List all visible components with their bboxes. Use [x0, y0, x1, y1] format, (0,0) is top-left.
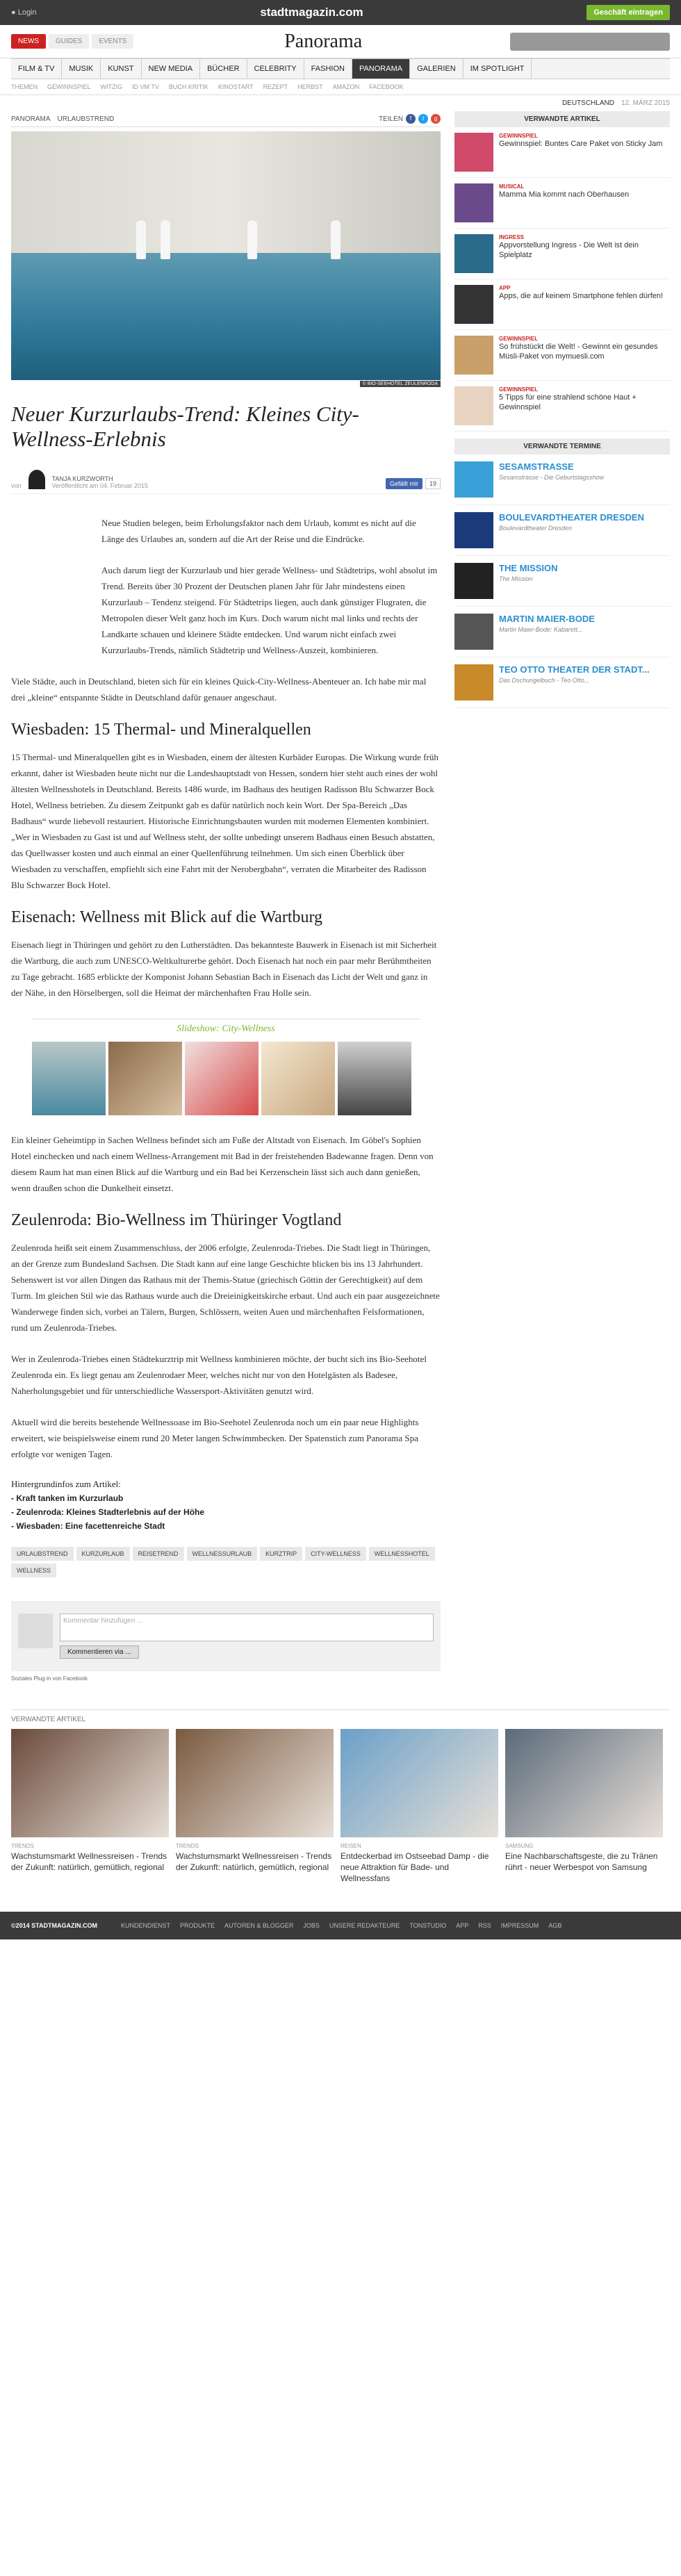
related-article[interactable]	[454, 279, 670, 330]
nav-celebrity[interactable]: CELEBRITY	[247, 59, 304, 79]
related-card[interactable]	[176, 1729, 334, 1884]
publish-date: Veröffentlicht am 04. Februar 2015	[51, 482, 148, 489]
related-card-title[interactable]: Eine Nachbarschaftsgeste, die zu Tränen rührt - neuer Werbespot von Samsung	[505, 1851, 658, 1872]
related-card-category: REISEN	[340, 1843, 361, 1849]
related-article-kicker: MUSICAL	[499, 183, 525, 190]
paragraph: Neue Studien belegen, beim Erholungsfaktor nach dem Urlaub, kommt es nicht auf die Länge des Urlaubes an, sondern auf die Art der Reise und die Eindrücke.	[101, 518, 416, 544]
tab-events[interactable]: EVENTS	[92, 34, 133, 49]
slideshow-thumb[interactable]	[185, 1042, 259, 1115]
related-event-subtitle: Das Dschungelbuch - Teo Otto...	[499, 677, 590, 684]
breadcrumb-urlaubstrend[interactable]: URLAUBSTREND	[57, 115, 115, 123]
paragraph: Wer in Zeulenroda-Triebes einen Städtekurztrip mit Wellness kombinieren möchte, der bucht sich ins Bio-Seehotel Zeulenroda ein. Es liegt genau am Zeulenrodaer Meer, welches nicht nur von den Hotelgästen als Badesee, Naherholungsgebiet und für unterschiedliche Wassersport-Aktivitäten genutzt wird.	[11, 1354, 427, 1396]
subnav-item[interactable]: AMAZON	[332, 83, 360, 90]
by-label: von	[11, 482, 22, 489]
subheading-eisenach: Eisenach: Wellness mit Blick auf die Wartburg	[11, 908, 323, 926]
related-article-text	[499, 234, 670, 273]
related-article-title[interactable]: Gewinnspiel: Buntes Care Paket von Sticky Jam	[499, 140, 663, 148]
tag[interactable]: CITY-WELLNESS	[305, 1547, 366, 1561]
related-card[interactable]	[11, 1729, 169, 1884]
related-article-kicker: GEWINNSPIEL	[499, 386, 539, 393]
subnav-item[interactable]: ID VM TV	[132, 83, 159, 90]
related-card-category: TRENDS	[11, 1843, 34, 1849]
footer-link[interactable]: APP	[456, 1922, 469, 1929]
related-article-text	[499, 133, 662, 172]
related-article-thumb[interactable]	[454, 285, 493, 324]
subheading-wiesbaden: Wiesbaden: 15 Thermal- und Mineralquellen	[11, 721, 311, 739]
footer-link[interactable]: AUTOREN & BLOGGER	[224, 1922, 294, 1929]
nav-spotlight[interactable]: IM SPOTLIGHT	[463, 59, 532, 79]
facebook-plugin-note: Soziales Plug-in von Facebook	[11, 1675, 88, 1682]
subnav-item[interactable]: KINOSTART	[218, 83, 254, 90]
background-link[interactable]: - Zeulenroda: Kleines Stadterlebnis auf der Höhe	[11, 1507, 205, 1517]
nav-fashion[interactable]: FASHION	[304, 59, 352, 79]
main-nav	[11, 58, 670, 79]
related-event-text	[499, 563, 558, 599]
tab-news[interactable]: NEWS	[11, 34, 46, 49]
subnav-item[interactable]: REZEPT	[263, 83, 288, 90]
facebook-icon[interactable]: f	[406, 114, 416, 124]
related-event-thumb[interactable]	[454, 512, 493, 548]
hero-person	[331, 220, 340, 259]
related-article-title[interactable]: Appvorstellung Ingress - Die Welt ist dein Spielplatz	[499, 241, 639, 259]
related-card-image[interactable]	[505, 1729, 663, 1837]
sub-nav	[0, 79, 681, 95]
related-card-title[interactable]: Wachstumsmarkt Wellnessreisen - Trends der Zukunft: natürlich, gemütlich, regional	[11, 1851, 167, 1872]
comment-submit-button[interactable]: Kommentieren via ...	[60, 1646, 139, 1659]
related-card-category: SAMSUNG	[505, 1843, 534, 1849]
related-card-category: TRENDS	[176, 1843, 199, 1849]
footer-link[interactable]: KUNDENDIENST	[120, 1922, 170, 1929]
footer-link[interactable]: RSS	[478, 1922, 491, 1929]
google-plus-icon[interactable]: g	[431, 114, 441, 124]
related-article[interactable]	[454, 229, 670, 279]
related-event[interactable]	[454, 607, 670, 657]
related-article-text	[499, 336, 670, 375]
related-event-text	[499, 461, 604, 498]
tab-guides[interactable]: GUIDES	[49, 34, 89, 49]
comment-input[interactable]: Kommentar hinzufügen ...	[60, 1614, 434, 1641]
author-name[interactable]: TANJA KURZWORTH	[51, 475, 113, 482]
background-info	[11, 1477, 441, 1533]
related-articles-heading: VERWANDTE ARTIKEL	[454, 111, 670, 127]
paragraph: Auch darum liegt der Kurzurlaub und hier gerade Wellness- und Städtetrips, wohl absolut im Trend. Bereits über 30 Prozent der Deutschen planen Jahr für Jahr mindestens einen Kurzurlaub – Tendenz steigend. Für Städtetrips liegen, auch dank günstiger Flugraten, die Metropolen dieser Welt ganz hoch im Kurs. Doch warum nicht mal links und rechts der Landkarte schauen und kleinere Städte entdecken. Und warum nicht einfach zwei Kurzurlaubs-Trends, nämlich Städtetrip und Wellness-Auszeit, kombinieren.	[101, 565, 438, 655]
related-article-text	[499, 285, 663, 324]
dateline	[0, 95, 681, 111]
register-business-button[interactable]: Geschäft eintragen	[586, 5, 670, 20]
related-article-kicker: INGRESS	[499, 234, 525, 240]
related-article-text	[499, 386, 670, 425]
hero-pool	[11, 253, 441, 380]
hero-person	[247, 220, 257, 259]
nav-panorama[interactable]: PANORAMA	[352, 59, 410, 79]
slideshow-thumb[interactable]	[261, 1042, 335, 1115]
related-article-thumb[interactable]	[454, 183, 493, 222]
footer-link[interactable]: PRODUKTE	[180, 1922, 215, 1929]
article-body	[11, 515, 441, 1533]
nav-galerien[interactable]: GALERIEN	[410, 59, 463, 79]
nav-film-tv[interactable]: FILM & TV	[11, 59, 62, 79]
share-label: TEILEN	[378, 115, 403, 123]
related-event-thumb[interactable]	[454, 563, 493, 599]
slideshow-thumb[interactable]	[108, 1042, 182, 1115]
commenter-avatar	[18, 1614, 53, 1648]
related-article-kicker: APP	[499, 285, 511, 291]
sidebar	[454, 111, 670, 1682]
related-event-title[interactable]: TEO OTTO THEATER DER STADT...	[499, 664, 650, 675]
related-card-image[interactable]	[340, 1729, 498, 1837]
related-event-title[interactable]: MARTIN MAIER-BODE	[499, 614, 595, 624]
related-card-image[interactable]	[11, 1729, 169, 1837]
footer-link[interactable]: JOBS	[303, 1922, 320, 1929]
subnav-item[interactable]: WITZIG	[100, 83, 123, 90]
paragraph: Viele Städte, auch in Deutschland, bieten sich für ein kleines Quick-City-Wellness-Abenteuer an. Ich habe mir mal drei „kleine“ entspannte Städte in Deutschland dafür genauer angeschaut.	[11, 676, 427, 703]
country-label: DEUTSCHLAND	[561, 99, 614, 107]
background-link[interactable]: - Kraft tanken im Kurzurlaub	[11, 1493, 124, 1503]
like-count: 19	[425, 478, 441, 489]
tag[interactable]: REISETREND	[133, 1547, 184, 1561]
related-article-text	[499, 183, 629, 222]
related-card[interactable]	[340, 1729, 498, 1884]
section-title: Panorama	[284, 30, 363, 52]
related-event-subtitle: Sesamstrasse - Die Geburtstagsshow	[499, 474, 605, 481]
related-event-subtitle: The Mission	[499, 575, 533, 582]
related-article-title[interactable]: So frühstückt die Welt! - Gewinnt ein gesundes Müsli-Paket von mymuesli.com	[499, 343, 658, 361]
related-event-title[interactable]: SESAMSTRASSE	[499, 461, 574, 472]
related-article[interactable]	[454, 381, 670, 432]
paragraph: Eisenach liegt in Thüringen und gehört zu den Lutherstädten. Das bekannteste Bauwerk in Eisenach ist mit Sicherheit die Wartburg, die auch zum UNESCO-Weltkulturerbe gehört. Doch Eisenach hat noch ein paar mehr Berühmtheiten zu Tage gebracht. 1685 erblickte der Komponist Johann Sebastian Bach in Eisenach das Licht der Welt und ganz in der Nähe, in den Hörselbergen, soll die Heimat der märchenhaften Frau Holle sein.	[11, 940, 437, 998]
nav-musik[interactable]: MUSIK	[62, 59, 101, 79]
author-avatar	[28, 470, 45, 489]
nav-kunst[interactable]: KUNST	[101, 59, 141, 79]
tag[interactable]: URLAUBSTREND	[11, 1547, 74, 1561]
related-article-title[interactable]: Apps, die auf keinem Smartphone fehlen dürfen!	[499, 292, 664, 300]
like-button[interactable]: Gefällt mir	[386, 478, 422, 489]
related-event-title[interactable]: BOULEVARDTHEATER DRESDEN	[499, 512, 644, 523]
image-credit	[11, 380, 441, 388]
footer-link[interactable]: AGB	[548, 1922, 562, 1929]
related-article[interactable]	[454, 127, 670, 178]
footer	[0, 1912, 681, 1939]
hero-person	[136, 220, 146, 259]
related-event-text	[499, 614, 595, 650]
slideshow	[32, 1019, 420, 1115]
related-event-subtitle: Boulevardtheater Dresden	[499, 525, 573, 532]
comment-box	[11, 1601, 441, 1671]
breadcrumb	[11, 111, 441, 127]
twitter-icon[interactable]: t	[418, 114, 428, 124]
footer-link[interactable]: TONSTUDIO	[409, 1922, 447, 1929]
subnav-item[interactable]: GEWINNSPIEL	[47, 83, 91, 90]
image-credit-text: © BIO-SEEHOTEL ZEULENRODA	[360, 381, 441, 387]
paragraph: Zeulenroda heißt seit einem Zusammenschluss, der 2006 erfolgte, Zeulenroda-Triebes. Die Stadt liegt in Thüringen, an der Grenze zum Bundesland Sachsen. Die Stadt kann auf eine lange Geschichte blicken bis ins 13 Jahrhundert. Sehenswert ist vor allen Dingen das Rathaus mit der Themis-Statue (griechisch Göttin der Gerechtigkeit) auf dem Turm. Im gleichen Stil wie das Rathaus wurde auch die Dreieinigkeitskirche erbaut. Und auch ein paar ausgezeichnete Wanderwege finden sich, vorbei an Tälern, Burgen, Schlössern, weiten Auen und märchenhaften Felsformationen, rund um Zeulenroda-Triebes.	[11, 1242, 440, 1333]
related-card-image[interactable]	[176, 1729, 334, 1837]
like-widget	[386, 478, 441, 489]
related-event-text	[499, 664, 650, 700]
search-input[interactable]	[510, 33, 670, 51]
paragraph: 15 Thermal- und Mineralquellen gibt es in Wiesbaden, einem der ältesten Kurbäder Europas. Die Wirkung wurde früh erkannt, daher ist Wiesbaden heute nicht nur die Landeshauptstadt von Hessen, sondern hier steht auch eines der wohl ältesten Wellnesshotels in Deutschland. Bereits 1486 wurde, im Badhaus des heutigen Radisson Blu Schwarzer Bock Hotel, Wellness betrieben. Zu diesem Zeitpunkt gab es dafür natürlich noch kein Wort. Der Spa-Bereich „Das Badhaus“ wurde liebevoll restauriert. Historische Einrichtungsbauten wurden mit modernen Elementen kombiniert. „Wer in Wiesbaden zu Gast ist und auf Wellness steht, der sollte unbedingt unserem Badhaus einen Besuch abstatten, das Quellwasser kosten und auch einmal an einer Quellenführung teilnehmen. Um sich einen Überblick über Wiesbaden zu verschaffen, empfiehlt sich eine Fahrt mit der Nerobergbahn“, verraten die Mitarbeiter des Radisson Blu Schwarzer Bock Hotel.	[11, 752, 438, 890]
site-logo[interactable]: stadtmagazin.com	[260, 6, 363, 19]
subnav-item: THEMEN	[11, 83, 38, 90]
related-event-thumb[interactable]	[454, 461, 493, 498]
background-info-heading: Hintergrundinfos zum Artikel:	[11, 1479, 121, 1489]
related-article[interactable]	[454, 330, 670, 381]
hero-wall	[11, 131, 441, 256]
bottom-related-heading: VERWANDTE ARTIKEL	[11, 1716, 86, 1723]
background-link[interactable]: - Wiesbaden: Eine facettenreiche Stadt	[11, 1521, 165, 1531]
footer-link[interactable]: IMPRESSUM	[500, 1922, 539, 1929]
related-article-thumb[interactable]	[454, 386, 493, 425]
related-event[interactable]	[454, 454, 670, 505]
related-card[interactable]	[505, 1729, 663, 1884]
footer-link[interactable]: UNSERE REDAKTEURE	[329, 1922, 400, 1929]
author-line	[11, 470, 441, 494]
related-article[interactable]	[454, 178, 670, 229]
related-event[interactable]	[454, 657, 670, 708]
section-header	[0, 25, 681, 58]
related-card-title[interactable]: Wachstumsmarkt Wellnessreisen - Trends der Zukunft: natürlich, gemütlich, regional	[176, 1851, 332, 1872]
related-event-thumb[interactable]	[454, 614, 493, 650]
slideshow-thumb[interactable]	[32, 1042, 106, 1115]
tag[interactable]: WELLNESSHOTEL	[369, 1547, 435, 1561]
hero-person	[161, 220, 170, 259]
article-column	[11, 111, 441, 1682]
share-bar	[379, 114, 441, 124]
tag[interactable]: KURZTRIP	[260, 1547, 302, 1561]
tag[interactable]: WELLNESSURLAUB	[187, 1547, 258, 1561]
tag[interactable]: KURZURLAUB	[76, 1547, 130, 1561]
subnav-item[interactable]: FACEBOOK	[369, 83, 404, 90]
login-label: Login	[17, 8, 37, 17]
related-card-title[interactable]: Entdeckerbad im Ostseebad Damp - die neue Attraktion für Bade- und Wellnessfans	[340, 1851, 489, 1883]
bottom-related	[11, 1709, 670, 1884]
paragraph: Ein kleiner Geheimtipp in Sachen Wellness befindet sich am Fuße der Altstadt von Eisenach. Im Göbel's Sophien Hotel einchecken und nach einem Wellness-Arrangement mit Bad in der freistehenden Badewanne fragen. Denn von diesem Raum hat man einen Blick auf die Wartburg und ein Bad bei Kerzenschein lässt sich auch dann genießen, wenn draußen schon die Dunkelheit einsetzt.	[11, 1135, 434, 1193]
paragraph: Aktuell wird die bereits bestehende Wellnessoase im Bio-Seehotel Zeulenroda noch um ein paar neue Highlights erweitert, wie beispielsweise einem rund 20 Meter langen Schwimmbecken. Der Spatenstich zum Panorama Spa erfolgte vor wenigen Tagen.	[11, 1417, 419, 1459]
top-bar	[0, 0, 681, 25]
subheading-zeulenroda: Zeulenroda: Bio-Wellness im Thüringer Vogtland	[11, 1211, 342, 1229]
related-event[interactable]	[454, 505, 670, 556]
related-article-title[interactable]: 5 Tipps für eine strahlend schöne Haut + Gewinnspiel	[499, 393, 637, 411]
related-event-title[interactable]: THE MISSION	[499, 563, 558, 573]
article-title: Neuer Kurzurlaubs-Trend: Kleines City-Wellness-Erlebnis	[11, 402, 359, 451]
login-link[interactable]: ● Login	[11, 8, 37, 17]
related-article-title[interactable]: Mamma Mia kommt nach Oberhausen	[499, 190, 630, 199]
slideshow-caption: Slideshow: City-Wellness	[32, 1019, 420, 1035]
related-event-text	[499, 512, 644, 548]
related-article-kicker: GEWINNSPIEL	[499, 133, 539, 139]
related-article-thumb[interactable]	[454, 133, 493, 172]
nav-buecher[interactable]: BÜCHER	[200, 59, 247, 79]
hero-image	[11, 131, 441, 380]
subnav-item[interactable]: HERBST	[297, 83, 323, 90]
related-article-thumb[interactable]	[454, 234, 493, 273]
breadcrumb-panorama[interactable]: PANORAMA	[11, 115, 51, 123]
related-event-subtitle: Martin Maier-Bode: Kabarett...	[499, 626, 583, 633]
slideshow-thumb[interactable]	[338, 1042, 411, 1115]
related-article-kicker: GEWINNSPIEL	[499, 336, 539, 342]
nav-new-media[interactable]: NEW MEDIA	[142, 59, 201, 79]
subnav-item[interactable]: BUCH KRITIK	[168, 83, 208, 90]
related-events-heading: VERWANDTE TERMINE	[454, 438, 670, 454]
tag[interactable]: WELLNESS	[11, 1564, 56, 1577]
related-article-thumb[interactable]	[454, 336, 493, 375]
related-event[interactable]	[454, 556, 670, 607]
tag-list	[11, 1547, 441, 1577]
related-event-thumb[interactable]	[454, 664, 493, 700]
copyright: ©2014 STADTMAGAZIN.COM	[11, 1922, 97, 1929]
date-label: 12. MÄRZ 2015	[621, 99, 670, 107]
